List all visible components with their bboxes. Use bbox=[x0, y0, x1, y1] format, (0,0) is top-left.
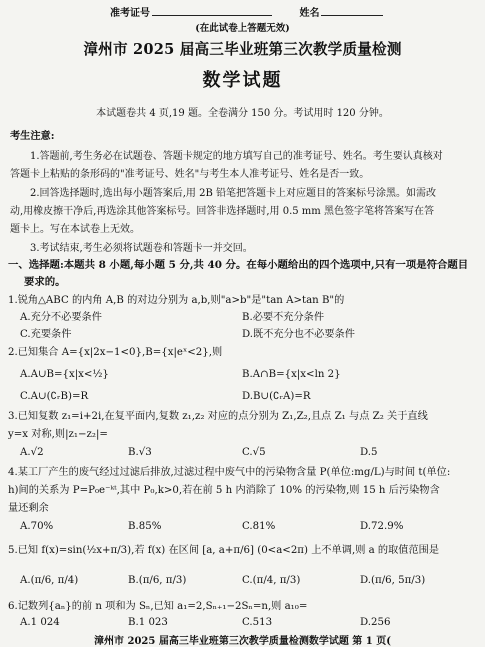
invalid-note: (在此试卷上答题无效) bbox=[195, 23, 290, 34]
notes-line: 3.考试结束,考生必须将试题卷和答题卡一并交回。 bbox=[30, 243, 253, 254]
section-heading-cont: 要求的。 bbox=[24, 276, 66, 288]
notes-line: 1.答题前,考生务必在试题卷、答题卡规定的地方填写自己的准考证号、姓名。考生要认真核对 bbox=[30, 151, 443, 162]
question-stem-cont: 量还剩余 bbox=[8, 503, 49, 514]
notes-line: 2.回答选择题时,选出每小题答案后,用 2B 铅笔把答题卡上对应题目的答案标号涂黑。如需改 bbox=[30, 188, 436, 199]
option-c: C.A∪(∁ᵣB)=R bbox=[20, 391, 89, 402]
option-b: B.1 023 bbox=[128, 617, 168, 628]
option-b: B.(π/6, π/3) bbox=[128, 575, 187, 586]
option-d: D.256 bbox=[360, 617, 391, 628]
question-stem: 1.锐角△ABC 的内角 A,B 的对边分别为 a,b,则"a>b"是"tan A>tan B"的 bbox=[8, 295, 345, 306]
option-b: B.√3 bbox=[128, 447, 152, 458]
option-a: A.(π/6, π/4) bbox=[20, 575, 79, 586]
option-d: D.(π/6, 5π/3) bbox=[360, 575, 426, 586]
option-c: C.513 bbox=[242, 617, 273, 628]
exam-id-blank bbox=[152, 6, 272, 16]
option-a: A.√2 bbox=[20, 447, 44, 458]
notes-line: 题卡上。写在本试卷上无效。 bbox=[10, 224, 140, 235]
notes-heading: 考生注意: bbox=[10, 130, 55, 142]
exam-subtitle: 数学试题 bbox=[202, 70, 283, 91]
option-c: C.√5 bbox=[242, 447, 266, 458]
option-c: C.(π/4, π/3) bbox=[242, 575, 301, 586]
option-d: D.既不充分也不必要条件 bbox=[242, 329, 355, 340]
option-a: A.充分不必要条件 bbox=[20, 312, 102, 323]
question-stem: 2.已知集合 A={x|2x−1<0},B={x|eˣ<2},则 bbox=[8, 347, 223, 358]
exam-title: 漳州市 2025 届高三毕业班第三次教学质量检测 bbox=[83, 41, 402, 58]
notes-line: 答题卡上粘贴的条形码的"准考证号、姓名"与考生本人准考证号、姓名是否一致。 bbox=[10, 169, 370, 180]
option-b: B.必要不充分条件 bbox=[242, 312, 325, 323]
option-c: C.81% bbox=[242, 521, 276, 532]
option-c: C.充要条件 bbox=[20, 329, 72, 340]
question-stem: 4.某工厂产生的废气经过过滤后排放,过滤过程中废气中的污染物含量 P(单位:mg/L)与时间 t(单位: bbox=[8, 467, 451, 478]
notes-line: 动,用橡皮擦干净后,再选涂其他答案标号。回答非选择题时,用 0.5 mm 黑色签字笔将答案写在答 bbox=[10, 206, 434, 217]
option-a: A.70% bbox=[20, 521, 54, 532]
page-footer: 漳州市 2025 届高三毕业班第三次教学质量检测数学试题 第 1 页( bbox=[94, 636, 391, 647]
option-d: D.B∪(∁ᵣA)=R bbox=[242, 391, 311, 402]
question-stem-cont: y=x 对称,则|z₁−z₂|= bbox=[8, 429, 108, 440]
exam-info: 本试题卷共 4 页,19 题。全卷满分 150 分。考试用时 120 分钟。 bbox=[96, 108, 389, 119]
option-d: D.5 bbox=[360, 447, 378, 458]
exam-id-row bbox=[110, 6, 385, 20]
option-a: A.1 024 bbox=[20, 617, 60, 628]
name-label: 姓名 bbox=[299, 8, 320, 19]
section-heading: 一、选择题:本题共 8 小题,每小题 5 分,共 40 分。在每小题给出的四个选项中,只有一项是符合题目 bbox=[8, 259, 469, 271]
exam-id-label: 准考证号 bbox=[110, 8, 150, 19]
question-stem-cont: h)间的关系为 P=P₀e⁻ᵏᵗ,其中 P₀,k>0,若在前 5 h 内消除了 10% 的污染物,则 15 h 后污染物含 bbox=[8, 485, 440, 496]
option-b: B.A∩B={x|x<ln 2} bbox=[242, 369, 341, 380]
question-stem: 6.记数列{aₙ}的前 n 项和为 Sₙ,已知 a₁=2,Sₙ₊₁−2Sₙ=n,则 a₁₀= bbox=[8, 601, 308, 612]
question-stem: 5.已知 f(x)=sin(½x+π/3),若 f(x) 在区间 [a, a+π/6] (0<a<2π) 上不单调,则 a 的取值范围是 bbox=[8, 545, 440, 556]
option-d: D.72.9% bbox=[360, 521, 404, 532]
option-a: A.A∪B={x|x<½} bbox=[20, 369, 109, 380]
option-b: B.85% bbox=[128, 521, 162, 532]
name-blank bbox=[321, 6, 383, 16]
question-stem: 3.已知复数 z₁=i+2i,在复平面内,复数 z₁,z₂ 对应的点分别为 Z₁,Z₂,且点 Z₁ 与点 Z₂ 关于直线 bbox=[8, 411, 428, 422]
